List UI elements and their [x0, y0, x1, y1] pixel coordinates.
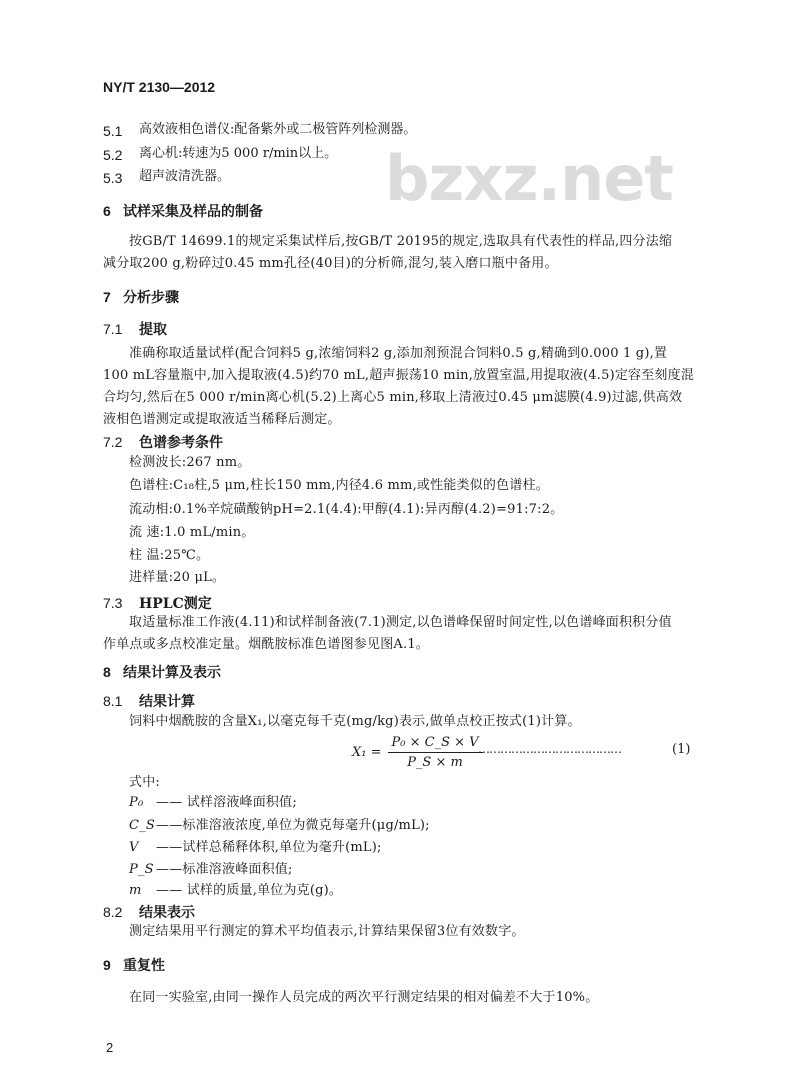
item-5-2-number: 5.2: [103, 147, 123, 163]
condition-line: 流动相:0.1%辛烷磺酸钠pH=2.1(4.4):甲醇(4.1):异丙醇(4.2)=91:7:2。: [129, 502, 564, 517]
formula-fraction: [388, 735, 483, 770]
section-9-number: 9: [103, 957, 111, 973]
def-symbol: V: [129, 840, 139, 855]
def-description: —— 试样溶液峰面积值;: [156, 795, 297, 810]
section-7-number: 7: [103, 289, 111, 305]
section-8-heading: 结果计算及表示: [123, 665, 221, 681]
section-6-heading: 试样采集及样品的制备: [123, 204, 263, 220]
def-description: ——标准溶液浓度,单位为微克每毫升(μg/mL);: [156, 818, 430, 833]
condition-line: 柱 温:25℃。: [129, 548, 210, 563]
section-8-2-heading: 结果表示: [139, 905, 195, 921]
section-8-1-heading: 结果计算: [139, 694, 195, 710]
section-7-1-line-4: 液相色谱测定或提取液适当稀释后测定。: [103, 412, 341, 427]
condition-line: 流 速:1.0 mL/min。: [129, 525, 255, 540]
standard-code: NY/T 2130—2012: [103, 79, 216, 95]
section-8-number: 8: [103, 664, 111, 680]
item-5-1-text: 高效液相色谱仪:配备紫外或二极管阵列检测器。: [139, 122, 417, 137]
section-7-2-number: 7.2: [103, 434, 123, 450]
section-7-2-heading: 色谱参考条件: [139, 435, 223, 451]
where-label: 式中:: [129, 775, 160, 790]
def-description: —— 试样的质量,单位为克(g)。: [156, 883, 343, 898]
section-7-heading: 分析步骤: [123, 290, 179, 306]
formula-equation-number: (1): [672, 742, 691, 757]
condition-line: 检测波长:267 nm。: [129, 455, 251, 470]
section-7-1-heading: 提取: [139, 322, 167, 338]
def-symbol: P₀: [129, 795, 144, 810]
formula-denominator: P_S × m: [407, 754, 463, 770]
watermark: bzxz.net: [385, 142, 673, 215]
item-5-3-number: 5.3: [103, 170, 123, 186]
section-7-3-number: 7.3: [103, 595, 123, 611]
section-7-1-line-2: 100 mL容量瓶中,加入提取液(4.5)约70 mL,超声振荡10 min,放置室温,用提取液(4.5)定容至刻度混: [103, 368, 695, 383]
def-symbol: m: [129, 883, 142, 898]
formula-1: [352, 732, 483, 772]
section-7-1-line-1: 准确称取适量试样(配合饲料5 g,浓缩饲料2 g,添加剂预混合饲料0.5 g,精确到0.000 1 g),置: [129, 346, 668, 361]
def-description: ——试样总稀释体积,单位为毫升(mL);: [156, 840, 382, 855]
section-9-text: 在同一实验室,由同一操作人员完成的两次平行测定结果的相对偏差不大于10%。: [129, 990, 599, 1005]
item-5-3-text: 超声波清洗器。: [139, 169, 231, 184]
section-8-1-intro: 饲料中烟酰胺的含量X₁,以毫克每千克(mg/kg)表示,做单点校正按式(1)计算。: [129, 714, 581, 729]
section-7-3-line-1: 取适量标准工作液(4.11)和试样制备液(7.1)测定,以色谱峰保留时间定性,以色谱峰面积积分值: [129, 615, 672, 630]
page-number: 2: [106, 1040, 114, 1055]
item-5-2-text: 离心机:转速为5 000 r/min以上。: [139, 146, 338, 161]
formula-lhs: X₁ =: [352, 744, 382, 760]
def-symbol: C_S: [129, 818, 155, 833]
def-symbol: P_S: [129, 862, 154, 877]
formula-leader-dots: …………………………………: [478, 742, 621, 756]
condition-line: 进样量:20 μL。: [129, 570, 226, 585]
condition-line: 色谱柱:C₁₈柱,5 μm,柱长150 mm,内径4.6 mm,或性能类似的色谱柱。: [129, 478, 549, 493]
section-6-number: 6: [103, 203, 111, 219]
section-7-1-number: 7.1: [103, 321, 123, 337]
section-9-heading: 重复性: [123, 958, 165, 974]
item-5-1-number: 5.1: [103, 123, 123, 139]
section-8-2-number: 8.2: [103, 904, 123, 920]
section-8-1-number: 8.1: [103, 693, 123, 709]
section-8-2-text: 测定结果用平行测定的算术平均值表示,计算结果保留3位有效数字。: [129, 924, 525, 939]
formula-numerator: P₀ × C_S × V: [388, 735, 483, 753]
section-6-para-line-1: 按GB/T 14699.1的规定采集试样后,按GB/T 20195的规定,选取具有代表性的样品,四分法缩: [129, 234, 673, 249]
section-7-1-line-3: 合均匀,然后在5 000 r/min离心机(5.2)上离心5 min,移取上清液过0.45 μm滤膜(4.9)过滤,供高效: [103, 390, 683, 405]
def-description: ——标准溶液峰面积值;: [156, 862, 293, 877]
section-6-para-line-2: 减分取200 g,粉碎过0.45 mm孔径(40目)的分析筛,混匀,装入磨口瓶中备用。: [103, 256, 558, 271]
section-7-3-line-2: 作单点或多点校准定量。烟酰胺标准色谱图参见图A.1。: [103, 637, 429, 652]
section-7-3-heading: HPLC测定: [139, 596, 212, 612]
